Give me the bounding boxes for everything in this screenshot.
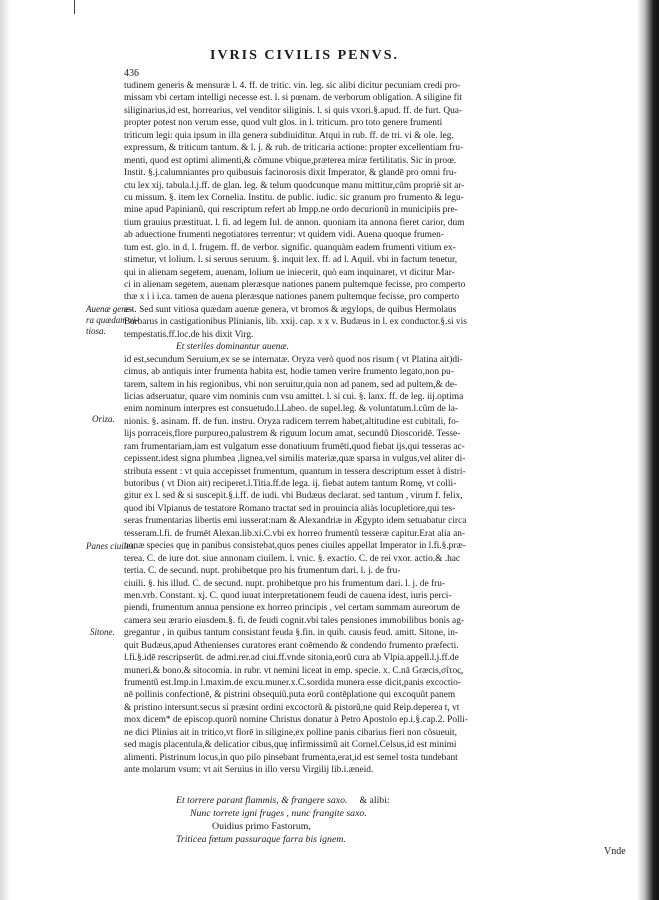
text-line: tertia. C. de secund. nupt. prohibetque pro his frumentum dari. l. j. de fru- <box>124 566 401 577</box>
text-line: seras frumentarias libertis emi iusserat:nam & Alexandriæ in Ægypto idem setuabatur circa <box>124 516 467 527</box>
text-line: camera seu ærario eiusdem.§. fi. de feudi cognit.vbi tales pensiones immobilibus bonis ag- <box>124 615 465 626</box>
text-line: alimenti. Pistrinum locus,in quo pilo pinsebant frumenta,erat,id est semel tosta tundebant <box>124 752 458 763</box>
text-line: ctu lex xij. tabula.l.j.ff. de glan. leg. & telum quodcunque manu mittitur,cũm propriè sit ar- <box>124 180 465 191</box>
text-line: quod ibi Vlpianus de testatore Romano tractat sed in prouincia aliàs locupletiore,qui tes- <box>124 503 456 514</box>
text-line: thæ x i i i.ca. tamen de auena pleræsque nationes panem pultemque fecisse, pro comperto <box>124 292 460 303</box>
text-line: frumentũ est.Imp.in l.maxim.de excu.muner.x.C.sordida munera esse dicit,panis excoctio- <box>124 678 461 688</box>
text-line: Et steriles dominantur auenæ. <box>176 342 290 353</box>
text-line: est. Sed sunt vitiosa quædam auenæ genera, vt bromos & ægylops, de quibus Hermolaus <box>124 304 457 315</box>
verse-attribution: Ouidius primo Fastorum, <box>212 821 311 832</box>
text-line: butoribus ( vt Dion ait) reciperet.l.Titia.ff.de lega. ij. fiebat autem tantum Romę, vt colli- <box>124 479 457 489</box>
text-line: lijs porraceis,flore purpureo,palustrem & riguum locum amat, secundũ Dioscoridē. Tesse- <box>124 429 461 440</box>
text-line: tesseram.l.fi. de frumēt Alexan.lib.xi.C.vbi ex horreo frumentũ tesseræ capitur.Erat alia an- <box>124 528 466 539</box>
verse-quotation <box>176 794 476 846</box>
text-line: muneri.& bono.& sitocomia. in rubr. vt nemini liceat in emp. specie. x. C.nā Græcis,σῖτος, <box>124 665 464 676</box>
printer-mark <box>74 0 75 14</box>
verse-note: & alibi: <box>359 795 390 806</box>
margin-note-line: ra quædam vi- <box>86 315 139 325</box>
text-line: siliginarius,id est, horrearius, vel venditor siliginis. l. si quis vxori.§.apud. ff. de furt. Qua- <box>124 105 463 116</box>
book-spine-shadow <box>637 0 659 900</box>
text-line: gregantur , in quibus tantum consistant feuda §.fin. in quib. causis feud. amitt. Sitone, in- <box>124 628 459 639</box>
text-line: menti, quod est optimi alimenti,& cõmune vbique,præterea miræ fertilitatis. Sic in proœ. <box>124 155 457 166</box>
running-head: IVRIS CIVILIS PENVS. <box>210 48 399 63</box>
text-line: gitur ex l. sed & si suscepit.§.i.ff. de iudi. vbi Budæus declarat. sed tantum , virum f. felix, <box>124 491 463 502</box>
margin-note-panes: Panes ciuiles. <box>86 541 136 551</box>
text-line: Barbarus in castigationibus Plinianis, lib. xxij. cap. x x v. Budæus in l. ex conductor.§.si vis <box>124 317 467 328</box>
text-line: tium grauius præstituat. l. fi. ad legem Iul. de annon. quoniam ita annona fieret carior, dum <box>124 217 465 228</box>
text-line: nonæ species quę in panibus consistebat,quos penes ciuiles appellat Imperator in l.fi.§.præ- <box>124 541 466 552</box>
margin-note-line: Auenæ gene- <box>86 304 133 314</box>
margin-note-sitone: Sitone. <box>90 627 115 637</box>
verse-text: Et torrere parant flammis, & frangere saxo. <box>176 795 348 806</box>
text-line: tempestatis.ff.loc.de his dixit Virg. <box>124 329 254 340</box>
text-line: cu missum. §. item lex Cornelia. Institu. de public. iudic. sic granum pro frumento & legu- <box>124 192 464 203</box>
verse-line: Triticea fœtum passuraque farra bis ignem. <box>176 834 346 845</box>
text-line: nē pollinis confectionē, & pistrini obsequiũ.puta eorũ contēplatione qui excoquũt panem <box>124 690 456 701</box>
text-line: & pristino intersunt.secus si præsint ordini excoctorũ & pistorũ,ne quid Reip.deperea t, vt <box>124 702 460 713</box>
text-line: id est,secundum Seruium,ex se se internatæ. Oryza verò quod nos risum ( vt Platina ait)di- <box>124 354 463 365</box>
text-line: tum est. glo. in d. l. frugem. ff. de verbor. signific. quanquàm eadem frumenti vitium ex- <box>124 242 456 253</box>
verse-line <box>176 794 476 807</box>
text-line: propter potest non verum esse, quod vult glos. in l. triticum. pro toto genere frumenti <box>124 118 443 129</box>
text-line: ante molarum vsum: vt ait Seruius in illo versu Virgilij lib.i.æneid. <box>124 765 374 776</box>
text-line: ne dici Plinius ait in tritico,vt florē in siligine,ex polline panis cibarius fieri non cõsueuit, <box>124 727 458 738</box>
text-line: qui in alienam segetem, auenam, lolium ue iniecerit, quò eam inquinaret, vt dicitur Mar- <box>124 267 455 278</box>
text-line: stributa essent : vt quia accepisset frumentum, quantum in tessera descriptum esset à distri- <box>124 466 466 477</box>
verse-line: Nunc torrete igni fruges , nunc frangite saxo. <box>190 808 367 819</box>
text-line: mine apud Papinianũ, qui rescriptum refert ab Impp.ne ordo decurionũ in municipiis pre- <box>124 205 458 216</box>
text-line: tarem, saltem in his regionibus, vbi non seruitur,quia non ad panem, sed ad pultem,& de- <box>124 379 458 390</box>
text-line: triticum legi: quia ipsum in illa genera subdiuiditur. Atqui in rub. ff. de tri. vi & ole. leg. <box>124 130 454 141</box>
text-line: piendi, frumentum annua pensione ex horreo principis , vel certam summam aureorum de <box>124 603 460 614</box>
text-line: stimetur, vt lolium. l. si seruus seruum. §. inquit lex. ff. ad l. Aquil. vbi in factum tenetur, <box>124 255 458 266</box>
text-line: ciuili. §. his illud. C. de secund. nupt. prohibetque pro his frumentum dari. l. j. de fru- <box>124 578 446 589</box>
text-line: terea. C. de iure dot. siue annonam ciuilem. l. vnic. §. exactio. C. de rei vxor. actio.& .hac <box>124 553 461 564</box>
margin-note-oriza: Oriza. <box>92 414 115 424</box>
text-line: tudinem generis & mensuræ l. 4. ff. de tritic. vin. leg. sic alibi dicitur pecuniam credi pro- <box>124 81 461 91</box>
text-line: ab aduectione frumenti negotiatores terrentur: vt quidem vidi. Auena quoque frumen- <box>124 230 444 241</box>
page-number: 436 <box>124 68 139 79</box>
text-line: l.fi.§.idē rescripserūt. de admi.rer.ad ciui.ff.vnde sitonia,eorũ cura ab Vlpia.appell.l.j.ff.de <box>124 653 459 664</box>
text-line: quit Budæus,apud Athenienses curatores erant coēmendo & condendo frumento præfecti. <box>124 640 459 651</box>
text-line: men.vrb. Constant. xj. C. quod iuuat interpretationem feudi de cauena idest, iuris perci- <box>124 590 452 601</box>
catchword: Vnde <box>604 846 626 857</box>
text-line: cepissent.idest signa plumbea ,lignea,vel similis materiæ,quæ sparsa in vulgus,vel aliter di- <box>124 454 466 465</box>
text-line: licias adseruatur, quare vim nominis cum vsu amittet. l. si cui. §. lanx. ff. de leg. iij.optima <box>124 391 464 402</box>
text-line: mox dicem* de episcop.quorũ nomine Christus donatur à Petro Apostolo ep.i.§.cap.2. Polli- <box>124 715 468 726</box>
text-line: sed magis placentula,& delicatior cibus,quę infirmissimũ ait Cornel.Celsus,id est minimi <box>124 740 457 751</box>
text-line: expressum, & triticum tantum. & l. j. & rub. de triticaria actione: propter excellentiam fru- <box>124 143 464 154</box>
text-line: enim nominum interpres est consuetudo.l.Labeo. de supel.leg. & voluntatum.l.cũm de la- <box>124 404 459 415</box>
body-text <box>124 80 620 777</box>
text-line: cimus, ab antiquis inter frumenta habita est, hodie tamen verire frumento legato,non pu- <box>124 367 454 378</box>
page-edge-shadow <box>0 0 10 900</box>
text-line: missam vbi certam intelligi necesse est. l. si pœnam. de verborum obligation. A siligine fit <box>124 93 462 104</box>
text-line: ci in alienam segetem, auenam pleræsque nationes panem pultemque fecisse, pro comperto <box>124 280 466 290</box>
margin-note-line: tiosa. <box>86 326 106 336</box>
text-line: ram frumentariam,iam est vulgatum esse donatiuum frumēti,quod fiebat ijs,qui tesseras ac- <box>124 441 465 452</box>
text-line: nionis. §. asinam. ff. de fun. instru. Oryza radicem terrem habet,altitudine est cubitali, fo- <box>124 416 459 427</box>
text-line: Instit. §.j.calumniantes pro quibusuis facinorosis dixit Imperator, & glandē pro omni fru- <box>124 168 457 179</box>
